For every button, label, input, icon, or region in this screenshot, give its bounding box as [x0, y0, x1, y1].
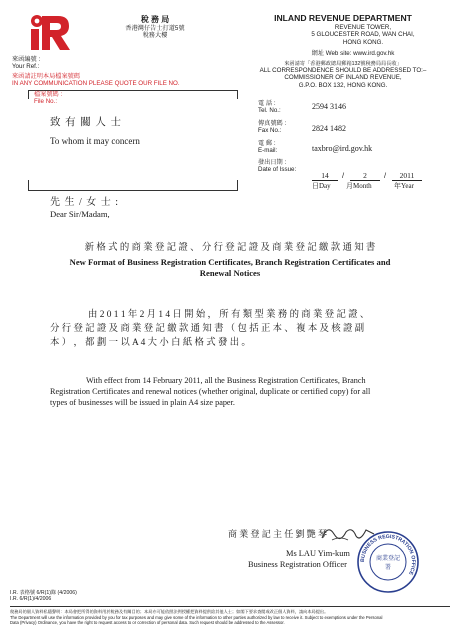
form-number-2: I.R. 6/R(1)/4/2006	[10, 596, 52, 603]
tel-label-en: Tel. No.:	[258, 107, 281, 115]
your-ref-label-cn: 來函編號 :	[12, 56, 41, 63]
address-bracket-bottom	[28, 180, 238, 191]
quote-file-no-cn: 來函請註明本局檔案號碼	[12, 72, 81, 80]
title-cn: 新 格 式 的 商 業 登 記 證 、 分 行 登 記 證 及 商 業 登 記 繳 款 通 知 書	[84, 243, 376, 253]
fax-value: 2824 1482	[312, 124, 346, 133]
date-slash-2: /	[384, 171, 387, 180]
address-en-line-3: HONG KONG.	[342, 38, 384, 46]
year-label: 年Year	[394, 182, 414, 190]
address-en-line-1: REVENUE TOWER,	[334, 24, 392, 31]
dept-name-en: INLAND REVENUE DEPARTMENT	[274, 13, 412, 23]
body-en-line-3: types of businesses will be issued in plain A4 size paper.	[50, 398, 235, 407]
correspondence-en-2: COMMISSIONER OF INLAND REVENUE,	[284, 74, 402, 82]
fax-label-cn: 傳真號碼 :	[258, 120, 287, 127]
privacy-statement-en-1: The Department will use the information provided by you for tax purposes and may give some of the information to other parties authorized by law to receive it. Subject to exemptions under the Personal	[10, 614, 383, 620]
email-label-en: E-mail:	[258, 147, 278, 155]
address-cn-line-1: 香港灣仔告士打道5號	[125, 25, 185, 32]
issue-day: 14	[312, 171, 338, 181]
website: 網址 Web site: www.ird.gov.hk	[311, 50, 395, 58]
correspondence-cn: 來函請寄「香港郵政總局郵箱132號稅務局局長收」	[284, 60, 402, 67]
file-no-label-cn: 檔案號碼 :	[34, 91, 63, 98]
issue-date-label-cn: 發出日期 :	[258, 159, 287, 166]
date-slash-1: /	[342, 171, 345, 180]
your-ref-label-en: Your Ref.:	[12, 63, 40, 71]
signer-title: Business Registration Officer	[248, 560, 347, 569]
tel-label-cn: 電 話 :	[258, 100, 276, 107]
correspondence-en-1: ALL CORRESPONDENCE SHOULD BE ADDRESSED TO:–	[259, 66, 427, 74]
body-cn-line-2: 分 行 登 記 證 及 商 業 登 記 繳 款 通 知 書 （ 包 括 正 本 、 複 本 及 核 證 副	[50, 324, 365, 334]
form-number-1: I.R. 表格號 6/R(1)錄 (4/2006)	[10, 590, 77, 596]
salutation-cn: 先 生 / 女 士 :	[50, 197, 120, 208]
privacy-statement-en-2: Data (Privacy) Ordinance, you have the right to request access to or correction of personal data. Such request should be addressed to the Assessor.	[10, 619, 285, 625]
signer-name: Ms LAU Yim-kum	[286, 549, 350, 558]
privacy-statement-cn: 稅務局的個人資料私隱聲明：本局會把所得的資料用於稅務及有關目的；本局亦可能依照法例授權把資料提供給其他人士；如閣下要求查閱或改正個人資料，請向本局提出。	[10, 609, 329, 615]
title-en-2: Renewal Notices	[199, 268, 261, 278]
quote-file-no-en: IN ANY COMMUNICATION PLEASE QUOTE OUR FILE NO.	[12, 80, 180, 88]
body-en-line-2: Registration Certificates and renewal notices (whether original, duplicate or certified copy) for all	[50, 387, 371, 396]
tel-value: 2594 3146	[312, 102, 346, 111]
signature-cn: 商 業 登 記 主 任 劉 艷 琴	[228, 529, 328, 539]
issue-month: 2	[350, 171, 380, 181]
dept-name-cn: 稅 務 局	[140, 15, 170, 24]
issue-date-label-en: Date of Issue:	[258, 166, 297, 174]
footer-divider	[10, 606, 450, 607]
body-cn-line-1: 由 2 0 1 1 年 2 月 1 4 日 開 始 ， 所 有 類 型 業 務 的 商 業 登 記 證 、	[88, 310, 370, 320]
address-cn-line-2: 稅務大樓	[142, 32, 168, 40]
stamp-text: BUSINESS REGISTRATION OFFICE	[359, 533, 417, 576]
svg-text:署: 署	[384, 564, 392, 571]
recipient-en: To whom it may concern	[50, 136, 140, 146]
email-label-cn: 電 郵 :	[258, 140, 276, 147]
month-label: 月Month	[346, 182, 372, 190]
body-cn-line-3: 本 ） ， 都 劃 一 以 A 4 大 小 白 紙 格 式 發 出 。	[50, 338, 251, 348]
correspondence-en-3: G.P.O. BOX 132, HONG KONG.	[298, 81, 388, 89]
body-en-line-1: With effect from 14 February 2011, all the Business Registration Certificates, Branch	[86, 376, 366, 385]
recipient-cn: 致 有 關 人 士	[50, 117, 122, 128]
address-en-line-2: 5 GLOUCESTER ROAD, WAN CHAI,	[311, 31, 415, 39]
email-value: taxbro@ird.gov.hk	[312, 144, 373, 153]
business-registration-stamp	[356, 530, 420, 594]
file-no-label-en: File No.:	[34, 98, 58, 106]
fax-label-en: Fax No.:	[258, 127, 282, 135]
issue-year: 2011	[392, 171, 422, 181]
day-label: 日Day	[312, 182, 331, 190]
svg-text:商業登記: 商業登記	[375, 555, 401, 562]
title-en-1: New Format of Business Registration Certificates, Branch Registration Certificates and	[69, 257, 391, 267]
salutation-en: Dear Sir/Madam,	[50, 209, 110, 219]
ird-logo	[28, 12, 72, 52]
